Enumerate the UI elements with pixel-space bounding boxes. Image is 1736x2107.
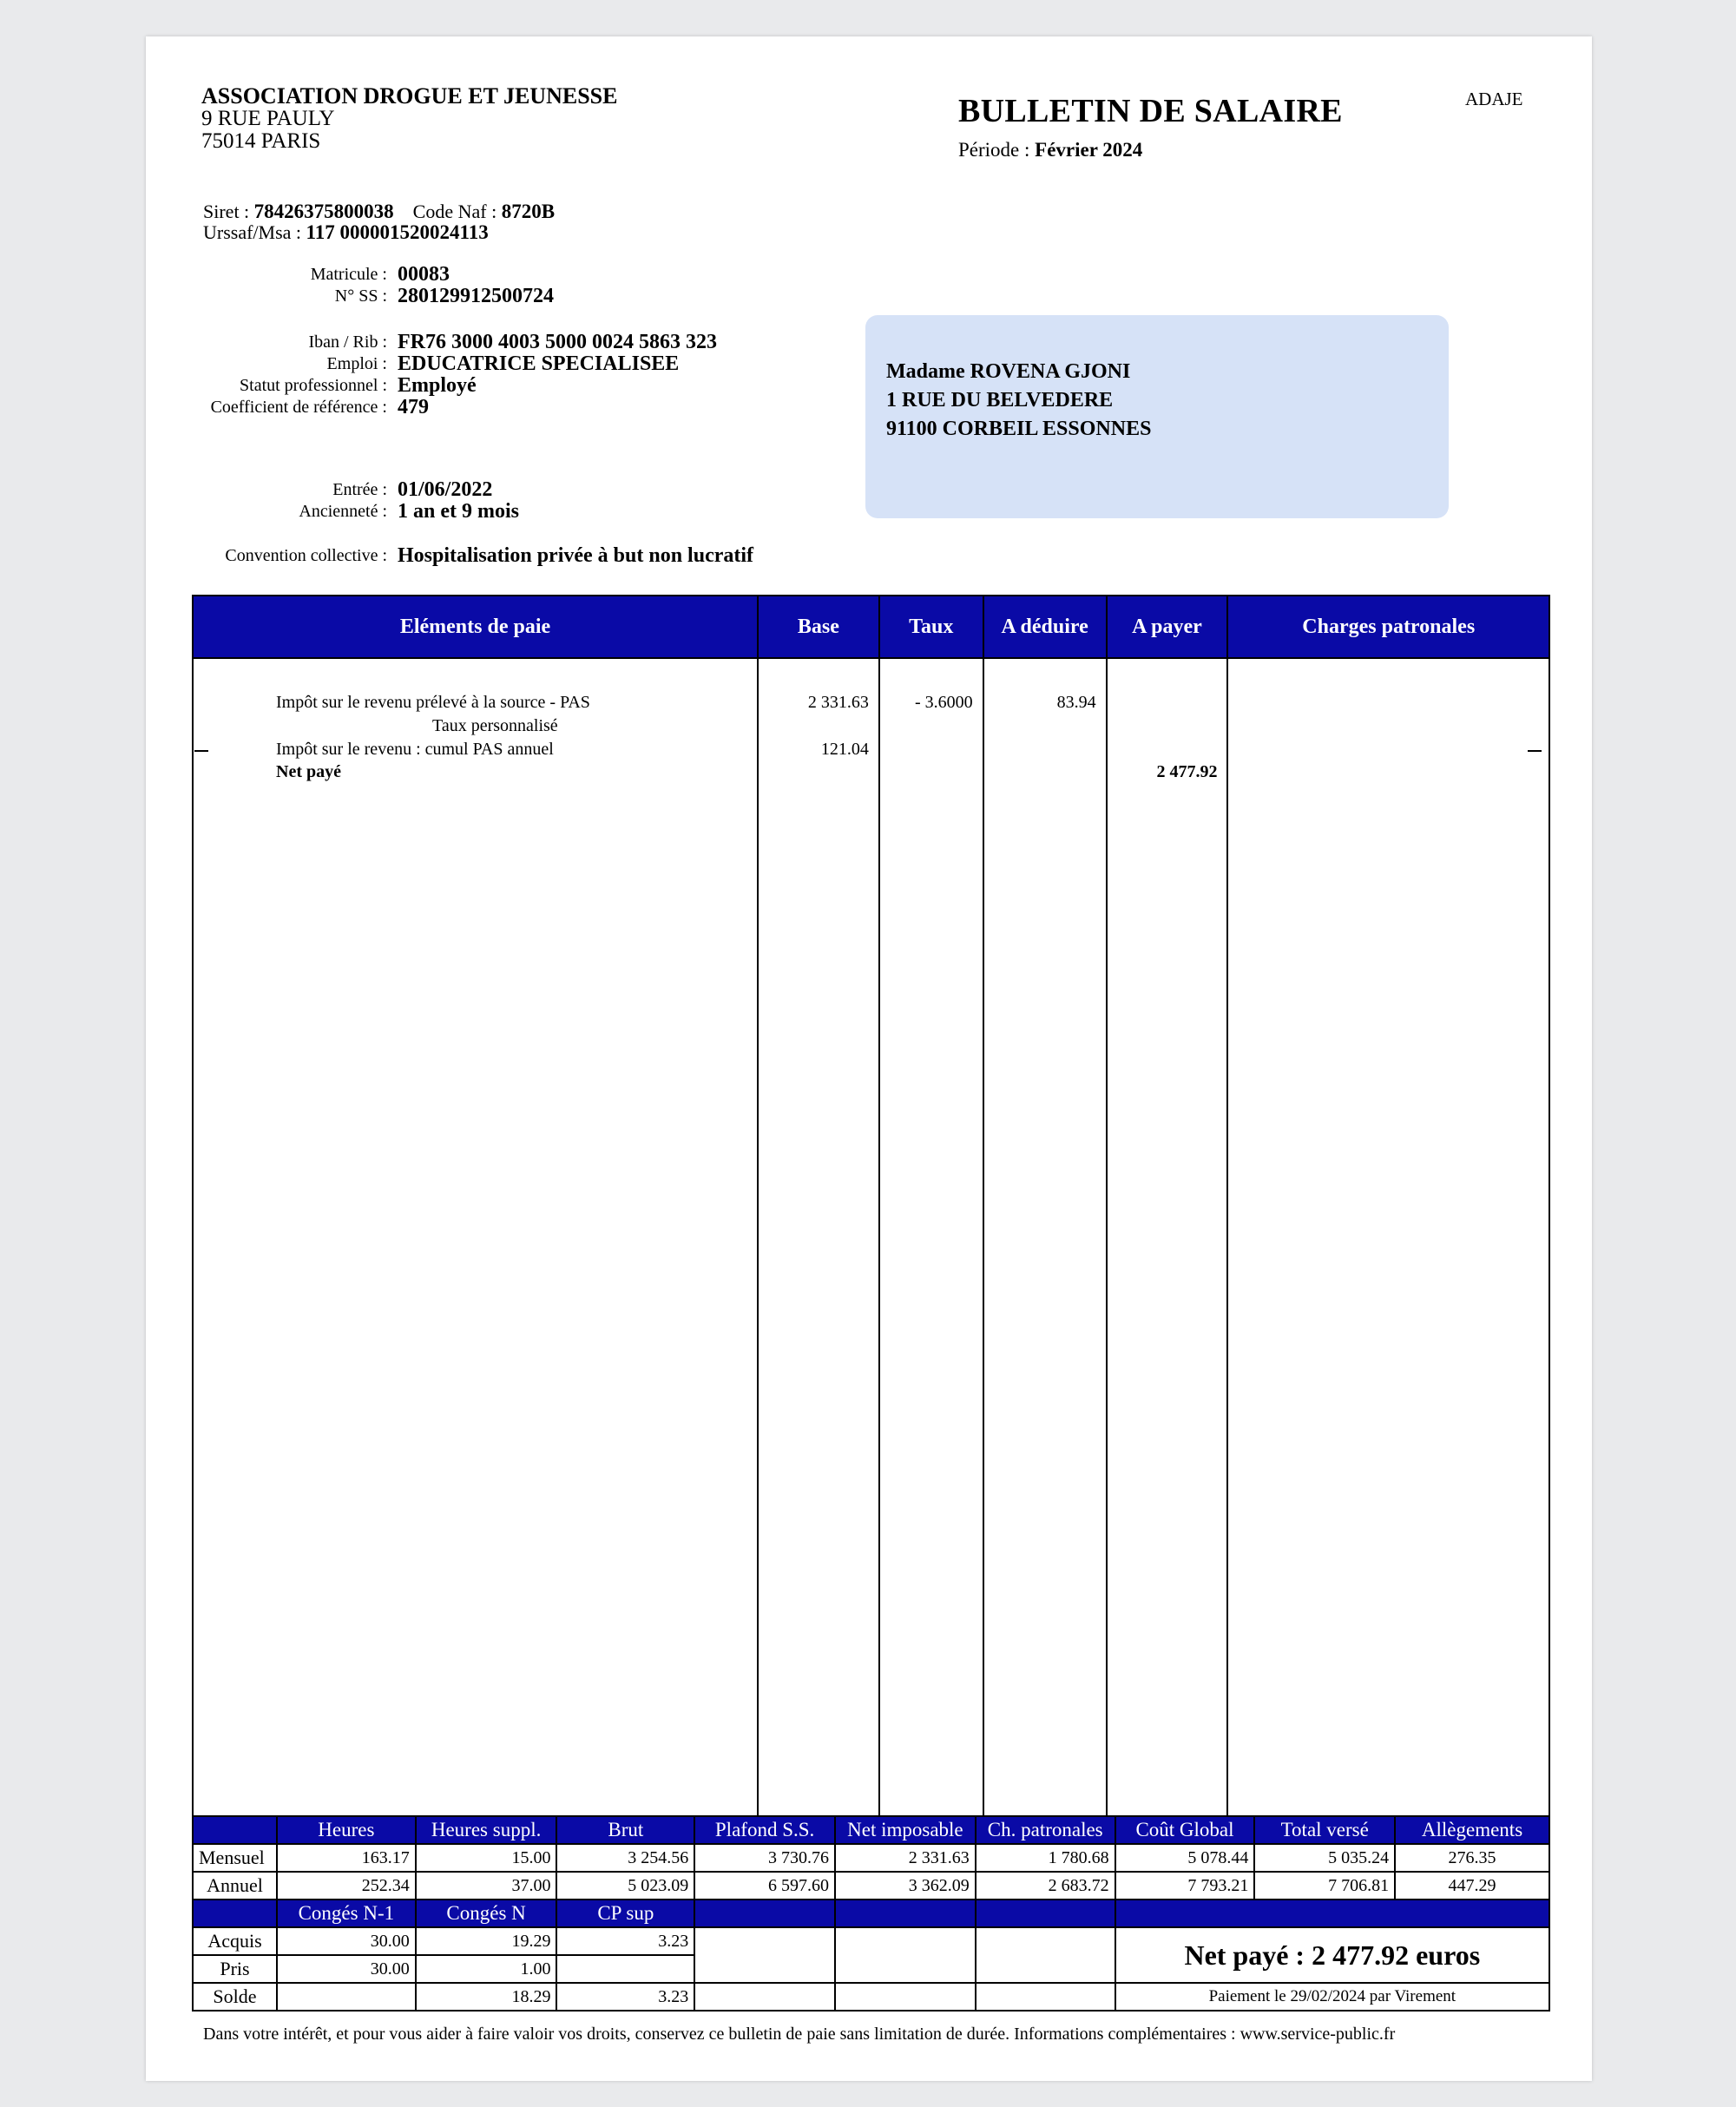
- mensuel-heures-suppl: 15.00: [416, 1844, 557, 1872]
- urssaf-value: 117 000001520024113: [306, 221, 489, 243]
- conges-corner: [193, 1900, 277, 1927]
- emploi-label: Emploi :: [326, 354, 387, 373]
- conges-blank-4: [1115, 1900, 1549, 1927]
- pris-cpsup: [556, 1955, 694, 1983]
- convention: [137, 545, 753, 567]
- col-payer: A payer: [1107, 596, 1228, 658]
- employer-address-1: 9 RUE PAULY: [201, 107, 335, 130]
- mensuel-cout-global: 5 078.44: [1115, 1844, 1255, 1872]
- col-deduire: A déduire: [983, 596, 1107, 658]
- ss-value: 280129912500724: [398, 285, 554, 307]
- col-elements: Eléments de paie: [193, 596, 758, 658]
- cumul-base: 121.04: [820, 740, 869, 759]
- blank-b: [835, 1927, 976, 1983]
- left-tick: [194, 750, 208, 752]
- conges-col-cpsup: CP sup: [556, 1900, 694, 1927]
- annuel-cout-global: 7 793.21: [1115, 1872, 1255, 1900]
- recipient-city: 91100 CORBEIL ESSONNES: [886, 418, 1152, 440]
- pay-elements-table: [192, 595, 1550, 1824]
- employer-address-2: 75014 PARIS: [201, 129, 321, 153]
- anciennete-label: Ancienneté :: [299, 502, 387, 521]
- convention-value: Hospitalisation privée à but non lucratif: [398, 544, 754, 567]
- acquis-label: Acquis: [193, 1927, 277, 1955]
- employer-block: [201, 85, 617, 153]
- periode-value: Février 2024: [1035, 139, 1143, 161]
- solde-n: 18.29: [416, 1983, 557, 2011]
- sum-col-ch-patronales: Ch. patronales: [976, 1816, 1115, 1844]
- blank-c: [976, 1927, 1115, 1983]
- coef-value: 479: [398, 396, 429, 418]
- cumul-label: Impôt sur le revenu : cumul PAS annuel: [276, 740, 554, 759]
- conges-col-n: Congés N: [416, 1900, 557, 1927]
- pas-sub-label: Taux personnalisé: [432, 716, 558, 735]
- elements-cell: [193, 658, 758, 1822]
- recipient-street: 1 RUE DU BELVEDERE: [886, 389, 1114, 412]
- mensuel-heures: 163.17: [277, 1844, 416, 1872]
- blank-e: [835, 1983, 976, 2011]
- net-paye-value: 2 477.92: [1156, 762, 1218, 781]
- annuel-total-verse: 7 706.81: [1254, 1872, 1395, 1900]
- mensuel-net-imposable: 2 331.63: [835, 1844, 976, 1872]
- employee-ids: [137, 264, 554, 307]
- iban-value: FR76 3000 4003 5000 0024 5863 323: [398, 331, 717, 353]
- employer-name: ASSOCIATION DROGUE ET JEUNESSE: [201, 83, 618, 109]
- deduire-cell: [983, 658, 1107, 1822]
- conges-col-n1: Congés N-1: [277, 1900, 416, 1927]
- mensuel-label: Mensuel: [193, 1844, 277, 1872]
- summary-table: [192, 1815, 1550, 2012]
- annuel-allegements: 447.29: [1395, 1872, 1549, 1900]
- acquis-n1: 30.00: [277, 1927, 416, 1955]
- siret-label: Siret :: [203, 201, 250, 222]
- viewer-top-bar: [0, 0, 1736, 36]
- acquis-row: [193, 1927, 1549, 1955]
- sum-col-total-verse: Total versé: [1254, 1816, 1395, 1844]
- naf-value: 8720B: [501, 201, 556, 222]
- acquis-cpsup: 3.23: [556, 1927, 694, 1955]
- conges-blank-3: [976, 1900, 1115, 1927]
- annuel-row: [193, 1872, 1549, 1900]
- annuel-brut: 5 023.09: [556, 1872, 694, 1900]
- annuel-net-imposable: 3 362.09: [835, 1872, 976, 1900]
- entree-value: 01/06/2022: [398, 478, 493, 501]
- acquis-n: 19.29: [416, 1927, 557, 1955]
- payslip-page: [146, 36, 1592, 2081]
- col-taux: Taux: [879, 596, 983, 658]
- annuel-heures-suppl: 37.00: [416, 1872, 557, 1900]
- recipient-address-box: [865, 315, 1449, 518]
- employer-ids: [203, 201, 555, 243]
- periode-label: Période :: [958, 139, 1030, 161]
- mensuel-row: [193, 1844, 1549, 1872]
- col-base: Base: [758, 596, 879, 658]
- matricule-label: Matricule :: [310, 265, 387, 284]
- iban-label: Iban / Rib :: [308, 333, 387, 352]
- sum-col-net-imposable: Net imposable: [835, 1816, 976, 1844]
- pas-taux: - 3.6000: [915, 693, 973, 712]
- blank-a: [694, 1927, 835, 1983]
- net-paye-label: Net payé: [276, 762, 341, 781]
- urssaf-label: Urssaf/Msa :: [203, 221, 302, 243]
- pas-base: 2 331.63: [807, 693, 869, 712]
- taux-cell: [879, 658, 983, 1822]
- emploi-value: EDUCATRICE SPECIALISEE: [398, 352, 680, 375]
- mensuel-brut: 3 254.56: [556, 1844, 694, 1872]
- solde-row: [193, 1983, 1549, 2011]
- col-charges: Charges patronales: [1227, 596, 1549, 658]
- pris-n1: 30.00: [277, 1955, 416, 1983]
- annuel-heures: 252.34: [277, 1872, 416, 1900]
- footer-note: Dans votre intérêt, et pour vous aider à faire valoir vos droits, conservez ce bulletin de paie sans limitation de durée. Informations complémentaires : www.service-public.fr: [203, 2025, 1396, 2044]
- pris-n: 1.00: [416, 1955, 557, 1983]
- sum-col-brut: Brut: [556, 1816, 694, 1844]
- employee-details: [137, 332, 717, 418]
- sum-col-heures: Heures: [277, 1816, 416, 1844]
- net-paye-total: Net payé : 2 477.92 euros: [1115, 1927, 1549, 1983]
- employer-code: ADAJE: [1465, 89, 1523, 109]
- periode: [958, 139, 1142, 161]
- entree-label: Entrée :: [332, 480, 387, 499]
- recipient-name: Madame ROVENA GJONI: [886, 360, 1131, 383]
- statut-label: Statut professionnel :: [240, 376, 387, 395]
- siret-value: 78426375800038: [253, 201, 394, 222]
- summary-corner: [193, 1816, 277, 1844]
- convention-label: Convention collective :: [225, 546, 387, 565]
- naf-label: Code Naf :: [412, 201, 497, 222]
- blank-d: [694, 1983, 835, 2011]
- pas-label: Impôt sur le revenu prélevé à la source - PAS: [276, 693, 590, 712]
- solde-n1: [277, 1983, 416, 2011]
- solde-label: Solde: [193, 1983, 277, 2011]
- mensuel-total-verse: 5 035.24: [1254, 1844, 1395, 1872]
- mensuel-allegements: 276.35: [1395, 1844, 1549, 1872]
- sum-col-heures-suppl: Heures suppl.: [416, 1816, 557, 1844]
- page-title: BULLETIN DE SALAIRE: [958, 93, 1343, 129]
- annuel-label: Annuel: [193, 1872, 277, 1900]
- pas-deduire: 83.94: [1056, 693, 1096, 712]
- blank-f: [976, 1983, 1115, 2011]
- pris-label: Pris: [193, 1955, 277, 1983]
- anciennete-value: 1 an et 9 mois: [398, 500, 519, 523]
- employee-dates: [137, 479, 519, 523]
- sum-col-cout-global: Coût Global: [1115, 1816, 1255, 1844]
- sum-col-allegements: Allègements: [1395, 1816, 1549, 1844]
- paiement-info: Paiement le 29/02/2024 par Virement: [1115, 1983, 1549, 2011]
- solde-cpsup: 3.23: [556, 1983, 694, 2011]
- matricule-value: 00083: [398, 263, 450, 286]
- annuel-plafond: 6 597.60: [694, 1872, 835, 1900]
- conges-blank-2: [835, 1900, 976, 1927]
- annuel-ch-patronales: 2 683.72: [976, 1872, 1115, 1900]
- right-tick: [1528, 750, 1542, 752]
- statut-value: Employé: [398, 374, 477, 397]
- mensuel-ch-patronales: 1 780.68: [976, 1844, 1115, 1872]
- charges-cell: [1227, 658, 1549, 1822]
- mensuel-plafond: 3 730.76: [694, 1844, 835, 1872]
- payer-cell: [1107, 658, 1228, 1822]
- sum-col-plafond: Plafond S.S.: [694, 1816, 835, 1844]
- coef-label: Coefficient de référence :: [210, 398, 387, 417]
- base-cell: [758, 658, 879, 1822]
- ss-label: N° SS :: [334, 286, 387, 306]
- conges-blank-1: [694, 1900, 835, 1927]
